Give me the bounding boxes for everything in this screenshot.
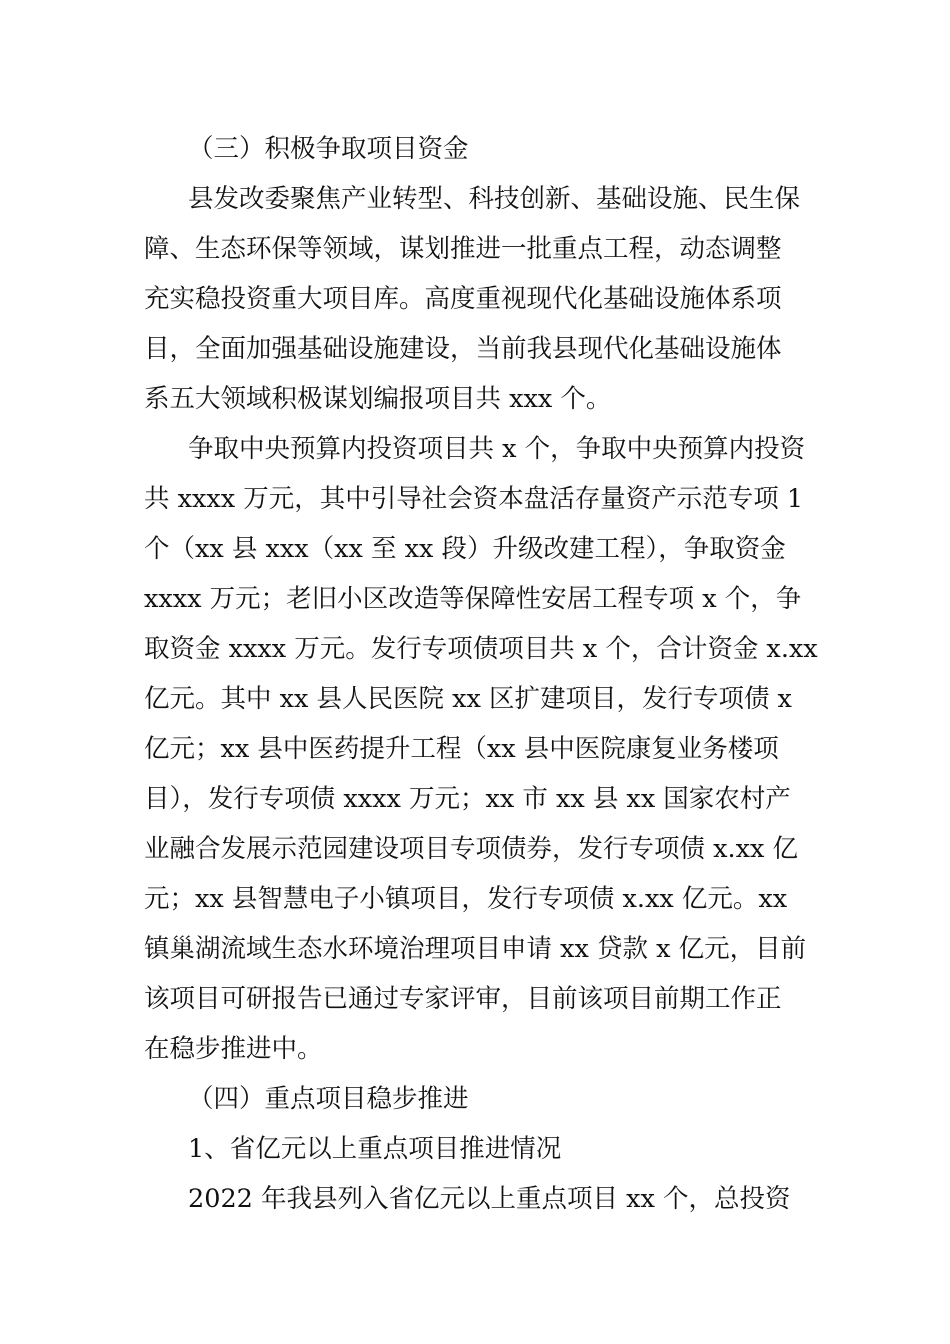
text-line: 充实稳投资重大项目库。高度重视现代化基础设施体系项	[144, 284, 782, 314]
text-line: 目，全面加强基础设施建设，当前我县现代化基础设施体	[144, 334, 782, 364]
text-line: 县发改委聚焦产业转型、科技创新、基础设施、民生保	[188, 184, 801, 214]
text-line: 争取中央预算内投资项目共 x 个，争取中央预算内投资	[188, 434, 806, 464]
text-line: 系五大领域积极谋划编报项目共 xxx 个。	[144, 384, 612, 414]
text-line: （四）重点项目稳步推进	[188, 1084, 469, 1114]
text-line: 镇巢湖流域生态水环境治理项目申请 xx 贷款 x 亿元，目前	[144, 934, 807, 964]
text-line: 个（xx 县 xxx（xx 至 xx 段）升级改建工程），争取资金	[144, 534, 786, 564]
text-line: 2022 年我县列入省亿元以上重点项目 xx 个，总投资	[188, 1184, 791, 1214]
text-line: 共 xxxx 万元，其中引导社会资本盘活存量资产示范专项 1	[144, 484, 804, 514]
text-line: 障、生态环保等领域，谋划推进一批重点工程，动态调整	[144, 234, 782, 264]
text-line: 在稳步推进中。	[144, 1034, 323, 1064]
text-line: 业融合发展示范园建设项目专项债券，发行专项债 x.xx 亿	[144, 834, 798, 864]
text-line: 亿元；xx 县中医药提升工程（xx 县中医院康复业务楼项	[144, 734, 779, 764]
text-line: 取资金 xxxx 万元。发行专项债项目共 x 个，合计资金 x.xx	[144, 634, 818, 664]
text-line: 元；xx 县智慧电子小镇项目，发行专项债 x.xx 亿元。xx	[144, 884, 788, 914]
text-line: 目），发行专项债 xxxx 万元；xx 市 xx 县 xx 国家农村产	[144, 784, 791, 814]
text-line: xxxx 万元；老旧小区改造等保障性安居工程专项 x 个，争	[144, 584, 802, 614]
text-line: 亿元。其中 xx 县人民医院 xx 区扩建项目，发行专项债 x	[144, 684, 792, 714]
text-line: 1、省亿元以上重点项目推进情况	[188, 1134, 562, 1164]
text-line: （三）积极争取项目资金	[188, 134, 469, 164]
text-line: 该项目可研报告已通过专家评审，目前该项目前期工作正	[144, 984, 782, 1014]
